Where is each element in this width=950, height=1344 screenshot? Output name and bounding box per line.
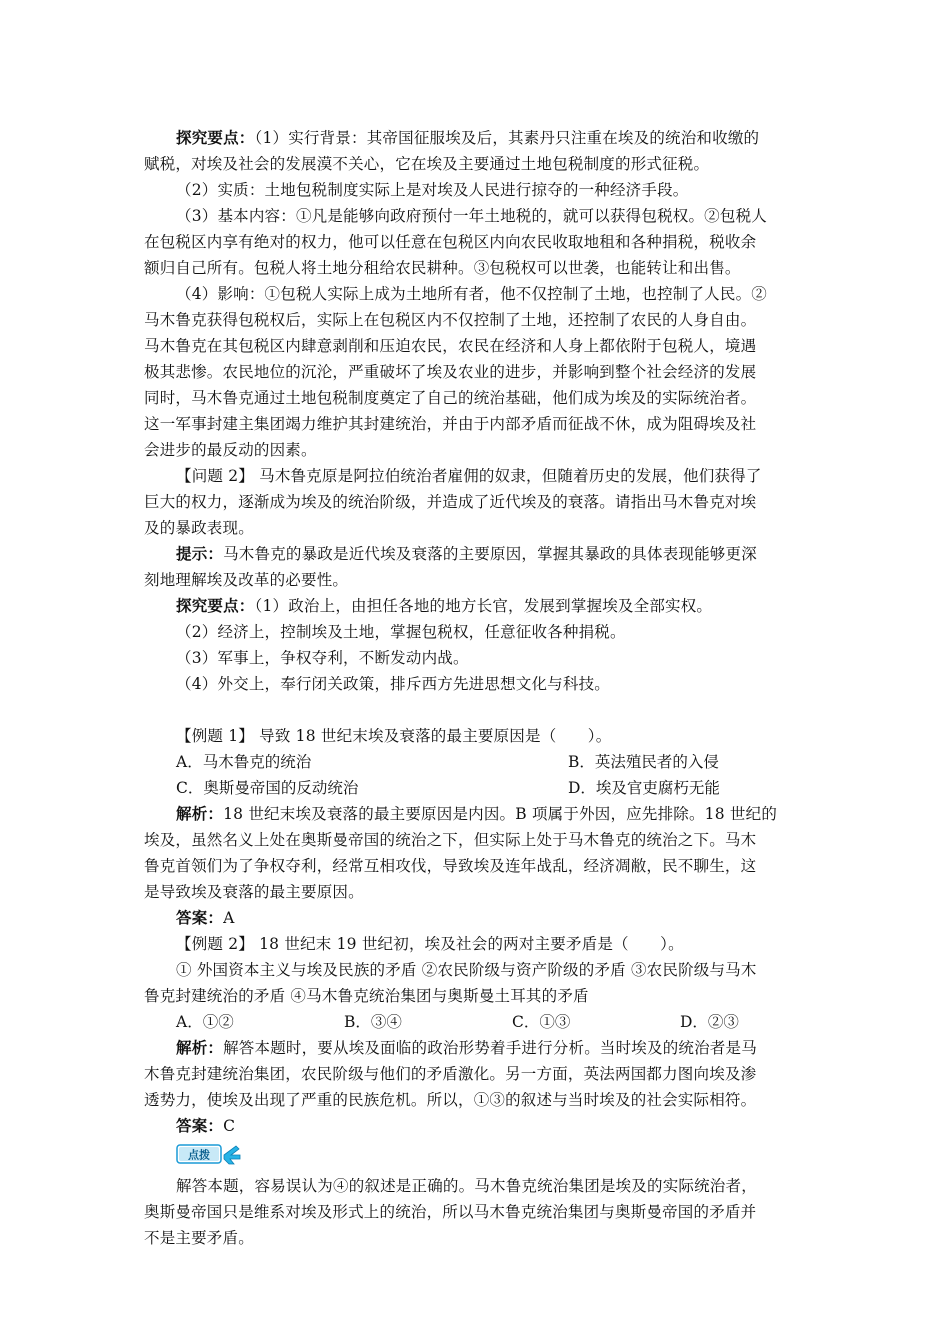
example-2-option-d: D．②③	[680, 1013, 739, 1031]
explore-para-4-line-7: 会进步的最反动的因素。	[144, 441, 317, 459]
example-1-answer	[176, 905, 235, 931]
example-1-option-a: A．马木鲁克的统治	[176, 753, 312, 771]
example-2-analysis-line-2: 木鲁克封建统治集团，农民阶级与他们的矛盾激化。另一方面，英法两国都力图向埃及渗	[144, 1065, 757, 1083]
analysis-label: 解析：	[176, 804, 224, 823]
example-2-statements-line-2: 鲁克封建统治的矛盾 ④马木鲁克统治集团与奥斯曼土耳其的矛盾	[144, 987, 589, 1005]
example-2-statements-line-1: ① 外国资本主义与埃及民族的矛盾 ②农民阶级与资产阶级的矛盾 ③农民阶级与马木	[176, 961, 757, 979]
example-1-analysis-line-3: 鲁克首领们为了争权夺利，经常互相攻伐，导致埃及连年战乱，经济凋敝，民不聊生，这	[144, 857, 757, 875]
explore-para-4-line-5: 同时，马木鲁克通过土地包税制度奠定了自己的统治基础，他们成为埃及的实际统治者。	[144, 389, 757, 407]
explore-para-4-line-6: 这一军事封建主集团竭力维护其封建统治，并由于内部矛盾而征战不休，成为阻碍埃及社	[144, 415, 757, 433]
example-2-option-b: B．③④	[344, 1013, 402, 1031]
explore-para-1-line-2: 赋税，对埃及社会的发展漠不关心，它在埃及主要通过土地包税制度的形式征税。	[144, 155, 710, 173]
text: （1）政治上，由担任各地的地方长官，发展到掌握埃及全部实权。	[254, 597, 713, 615]
explore-para-3-line-2: 在包税区内享有绝对的权力，他可以任意在包税区内向农民收取地租和各种捐税，税收余	[144, 233, 757, 251]
analysis-label: 解析：	[176, 1038, 224, 1057]
example-2-stem: 【例题 2】 18 世纪末 19 世纪初，埃及社会的两对主要矛盾是（ ）。	[176, 935, 684, 953]
explore-label: 探究要点：	[176, 128, 255, 147]
hint-label: 提示：	[176, 544, 224, 563]
tip-line-2: 奥斯曼帝国只是维系对埃及形式上的统治，所以马木鲁克统治集团与奥斯曼帝国的矛盾并	[144, 1203, 757, 1221]
explore-para-4-line-2: 马木鲁克获得包税权后，实际上在包税区内不仅控制了土地，还控制了农民的人身自由。	[144, 311, 757, 329]
tip-badge-graphic	[176, 1142, 246, 1166]
answer-value: C	[223, 1117, 236, 1135]
explore2-label: 探究要点：	[176, 596, 255, 615]
example-2-answer	[176, 1113, 235, 1139]
example-1-analysis-line-4: 是导致埃及衰落的最主要原因。	[144, 883, 364, 901]
example-2-analysis-line-3: 透势力，使埃及出现了严重的民族危机。所以，①③的叙述与当时埃及的社会实际相符。	[144, 1091, 757, 1109]
example-1-option-c: C．奥斯曼帝国的反动统治	[176, 779, 359, 797]
answer-value: A	[223, 909, 235, 927]
tip-badge	[176, 1142, 246, 1166]
explore2-para-3: （3）军事上，争权夺利，不断发动内战。	[176, 649, 469, 667]
explore-para-4-line-3: 马木鲁克在其包税区内肆意剥削和压迫农民，农民在经济和人身上都依附于包税人，境遇	[144, 337, 757, 355]
text: 18 世纪末埃及衰落的最主要原因是内因。B 项属于外因，应先排除。18 世纪的	[223, 805, 778, 823]
text: 解答本题时，要从埃及面临的政治形势着手进行分析。当时埃及的统治者是马	[223, 1039, 757, 1057]
explore2-line-1	[176, 593, 712, 619]
explore-para-4-line-1: （4）影响：①包税人实际上成为土地所有者，他不仅控制了土地，也控制了人民。②	[176, 285, 767, 303]
answer-label: 答案：	[176, 1116, 224, 1135]
example-1-analysis-line-1	[176, 801, 777, 827]
example-1-analysis-line-2: 埃及，虽然名义上处在奥斯曼帝国的统治之下，但实际上处于马木鲁克的统治之下。马木	[144, 831, 757, 849]
example-1-stem: 【例题 1】 导致 18 世纪末埃及衰落的最主要原因是（ ）。	[176, 727, 612, 745]
example-1-option-b: B．英法殖民者的入侵	[568, 753, 719, 771]
tip-badge-label: 点拨	[188, 1148, 210, 1162]
tip-line-1: 解答本题，容易误认为④的叙述是正确的。马木鲁克统治集团是埃及的实际统治者，	[176, 1177, 757, 1195]
explore2-para-4: （4）外交上，奉行闭关政策，排斥西方先进思想文化与科技。	[176, 675, 610, 693]
pointer-hand-icon	[224, 1146, 240, 1164]
hint-line-1	[176, 541, 757, 567]
explore-para-1-line-1	[176, 125, 759, 151]
explore-para-2: （2）实质：土地包税制度实际上是对埃及人民进行掠夺的一种经济手段。	[176, 181, 689, 199]
explore-para-3-line-3: 额归自己所有。包税人将土地分租给农民耕种。③包税权可以世袭，也能转让和出售。	[144, 259, 741, 277]
example-2-option-c: C．①③	[512, 1013, 571, 1031]
hint-line-2: 刻地理解埃及改革的必要性。	[144, 571, 349, 589]
example-2-analysis-line-1	[176, 1035, 757, 1061]
question-2-line-1: 【问题 2】 马木鲁克原是阿拉伯统治者雇佣的奴隶，但随着历史的发展，他们获得了	[176, 467, 762, 485]
example-1-option-d: D．埃及官吏腐朽无能	[568, 779, 720, 797]
question-2-line-2: 巨大的权力，逐渐成为埃及的统治阶级，并造成了近代埃及的衰落。请指出马木鲁克对埃	[144, 493, 757, 511]
explore-para-4-line-4: 极其悲惨。农民地位的沉沦，严重破坏了埃及农业的进步，并影响到整个社会经济的发展	[144, 363, 757, 381]
text: （1）实行背景：其帝国征服埃及后，其素丹只注重在埃及的统治和收缴的	[254, 129, 760, 147]
tip-line-3: 不是主要矛盾。	[144, 1229, 254, 1247]
question-2-line-3: 及的暴政表现。	[144, 519, 254, 537]
text: 马木鲁克的暴政是近代埃及衰落的主要原因，掌握其暴政的具体表现能够更深	[223, 545, 757, 563]
explore-para-3-line-1: （3）基本内容：①凡是能够向政府预付一年土地税的，就可以获得包税权。②包税人	[176, 207, 767, 225]
answer-label: 答案：	[176, 908, 224, 927]
explore2-para-2: （2）经济上，控制埃及土地，掌握包税权，任意征收各种捐税。	[176, 623, 626, 641]
example-2-option-a: A．①②	[176, 1013, 234, 1031]
